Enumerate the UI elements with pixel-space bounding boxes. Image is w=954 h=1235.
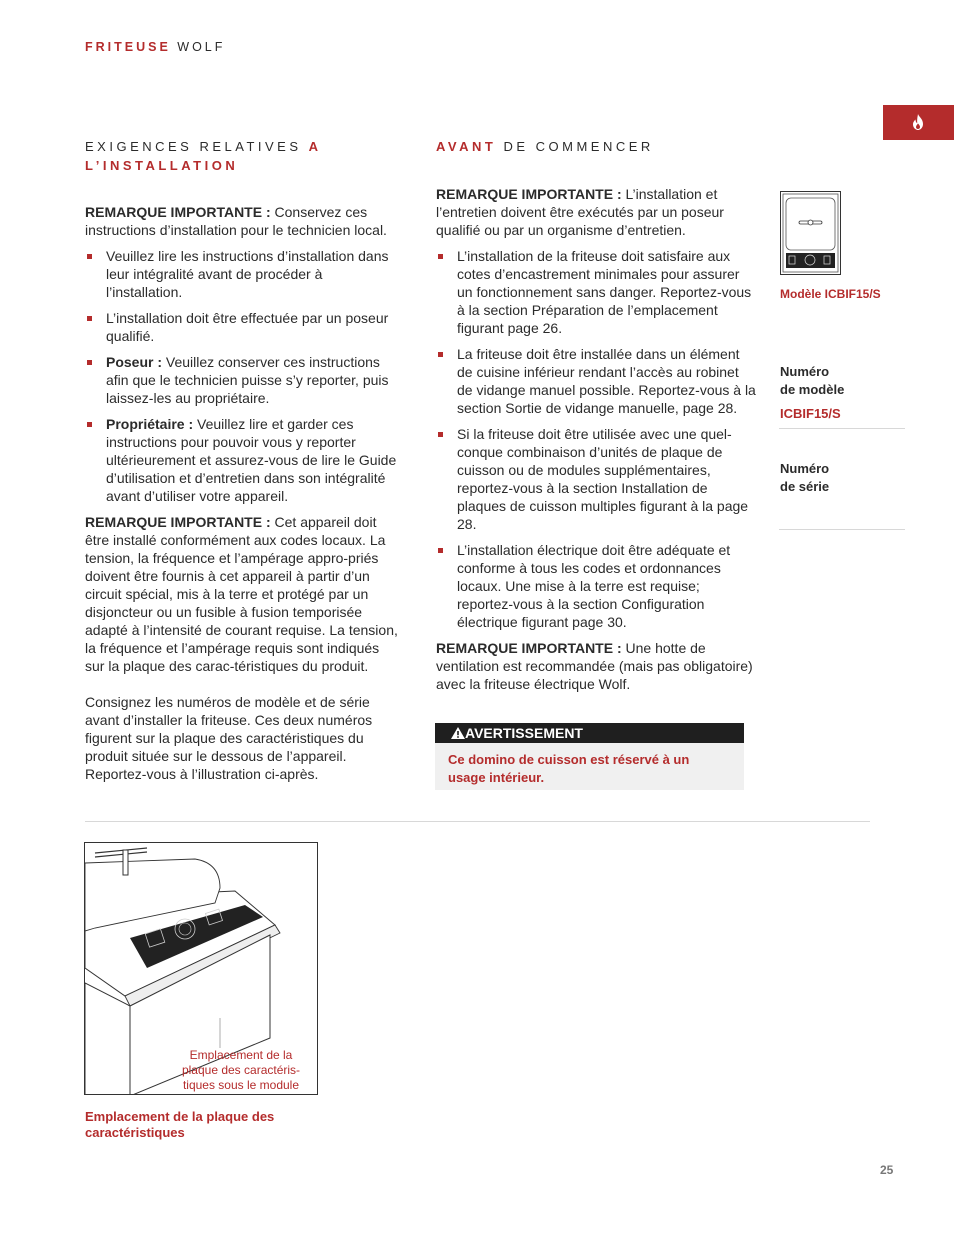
- rating-plate-figure: [84, 842, 318, 1095]
- divider: [779, 529, 905, 530]
- section-divider: [85, 821, 870, 822]
- header-brand: WOLF: [170, 40, 226, 54]
- flame-icon: [912, 114, 924, 130]
- warning-box: [435, 723, 744, 790]
- serial-number-label: Numéro de série: [780, 461, 830, 494]
- warning-title: AVERTISSEMENT: [465, 725, 583, 741]
- list-item: Si la friteuse doit être utilisée avec une quel-conque combinaison d’unités de plaque de cuisson ou de modules supplémentaires, reportez-vous à la section Installation de plaques de cuisson multiples figurant à la page 28.: [436, 425, 756, 533]
- section-tab: [883, 105, 954, 140]
- model-caption: Modèle ICBIF15/S: [780, 287, 881, 301]
- requirements-list: [85, 247, 401, 505]
- divider: [779, 428, 905, 429]
- model-number-value: ICBIF15/S: [780, 406, 841, 421]
- model-thumbnail: [780, 191, 841, 275]
- important-note: REMARQUE IMPORTANTE : L’installation et l’entretien doivent être exécutés par un poseur qualifié ou par un organisme d’entretien.: [436, 186, 724, 238]
- warning-header: [435, 723, 744, 743]
- list-item: Veuillez lire les instructions d’installation dans leur intégralité avant de procéder à l’installation.: [85, 247, 401, 301]
- figure-caption: Emplacement de la plaque des caractéristiques: [85, 1109, 275, 1140]
- list-item: Propriétaire : Veuillez lire et garder ces instructions pour pouvoir vous y reporter ultérieurement et assurez-vous de lire le Guide d’utilisation et d’entretien dans son intégralité avant d’utiliser votre appareil.: [85, 415, 401, 505]
- list-item: L’installation électrique doit être adéquate et conforme à tous les codes et ordonnances locaux. Une mise à la terre est requise; reportez-vous à la section Configuration électrique figurant page 30.: [436, 541, 756, 631]
- warning-triangle-icon: [451, 727, 465, 739]
- important-note: REMARQUE IMPORTANTE : Conservez ces instructions d’installation pour le technicien local.: [85, 204, 387, 238]
- important-note: REMARQUE IMPORTANTE : Une hotte de ventilation est recommandée (mais pas obligatoire) avec la friteuse électrique Wolf.: [436, 640, 753, 692]
- page-number: 25: [880, 1163, 894, 1177]
- running-header: [85, 40, 225, 54]
- list-item: L’installation doit être effectuée par un poseur qualifié.: [85, 309, 401, 345]
- header-product: FRITEUSE: [85, 40, 171, 54]
- before-start-text: [436, 185, 756, 701]
- section-title-before-start: AVANT DE COMMENCER: [436, 139, 654, 154]
- important-note: REMARQUE IMPORTANTE : Cet appareil doit être installé conformément aux codes locaux. La tension, la fréquence et l’ampérage appro-priés doivent être fournis à cet appareil à partir d’un circuit spécial, mis à la terre et protégé par un disjoncteur ou un fusible à fusion temporisée adapté à l’intensité de courant requise. La tension, la fréquence et l’ampérage requis sont indiqués sur la plaque des carac-téristiques du produit.: [85, 514, 398, 674]
- serial-paragraph: Consignez les numéros de modèle et de série avant d’installer la friteuse. Ces deux numéros figurent sur la plaque des caractéristiques du produit située sur le dessous de l’appareil. Reportez-vous à l’illustration ci-après.: [85, 694, 373, 782]
- prerequisites-list: [436, 247, 756, 631]
- warning-text: Ce domino de cuisson est réservé à un usage intérieur.: [448, 752, 690, 785]
- list-item: Poseur : Veuillez conserver ces instructions afin que le technicien puisse s’y reporter, puis laissez-les au propriétaire.: [85, 353, 401, 407]
- section-title-installation: EXIGENCES RELATIVES A L’INSTALLATION: [85, 139, 322, 173]
- list-item: La friteuse doit être installée dans un élément de cuisine inférieur rendant l’accès au robinet de vidange manuel possible. Reportez-vous à la section Sortie de vidange manuelle, page 28.: [436, 345, 756, 417]
- list-item: L’installation de la friteuse doit satisfaire aux cotes d’encastrement minimales pour assurer un fonctionnement sans danger. Reportez-vous à la section Préparation de l’emplacement figurant page 26.: [436, 247, 756, 337]
- callout-label: Emplacement de la plaque des caractéris-tiques sous le module: [181, 1048, 301, 1092]
- installation-requirements-text: [85, 203, 401, 791]
- model-number-label: Numéro de modèle: [780, 364, 845, 397]
